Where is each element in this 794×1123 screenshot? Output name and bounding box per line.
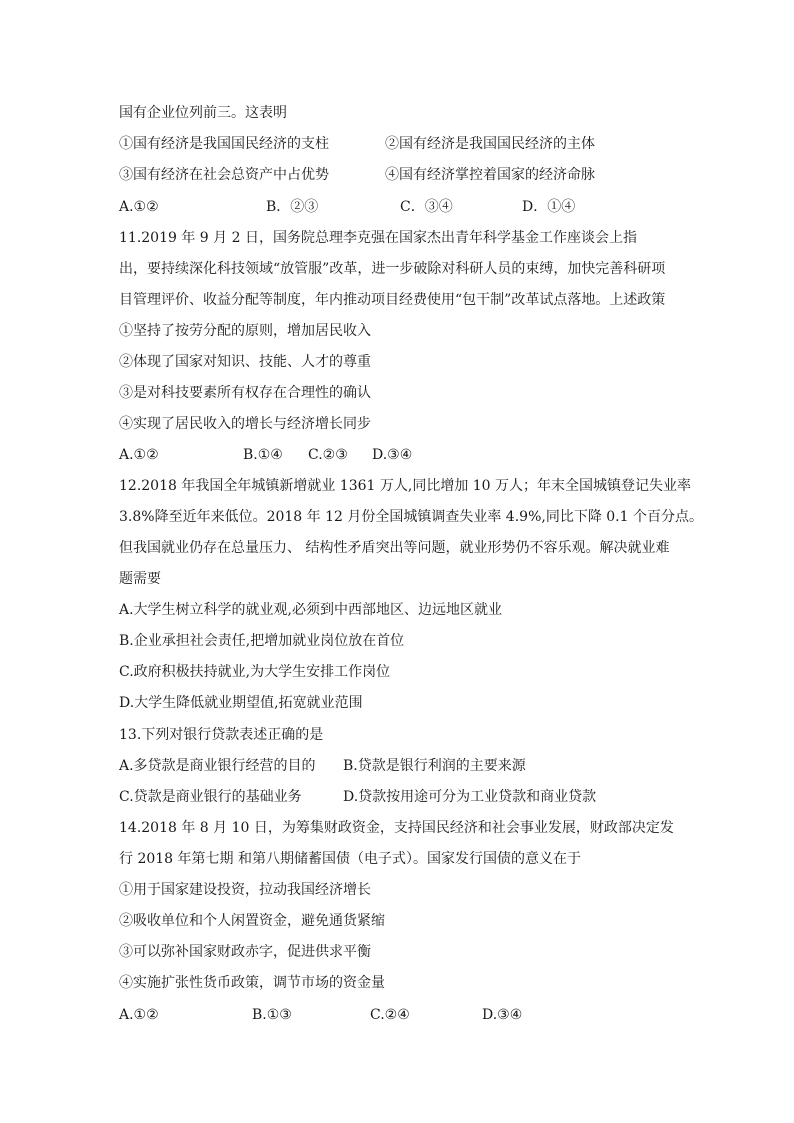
q10-stem-tail: 国有企业位列前三。这表明 <box>119 105 287 121</box>
q12-option-a: A.大学生树立科学的就业观,必须到中西部地区、边远地区就业 <box>119 602 503 618</box>
q11-option-d: D.③④ <box>372 447 413 463</box>
q14-statement-3: ③可以弥补国家财政赤字，促进供求平衡 <box>119 944 371 960</box>
q10-statement-2: ②国有经济是我国国民经济的主体 <box>385 136 595 152</box>
q11-option-a: A.①② <box>119 447 159 463</box>
q14-statement-4: ④实施扩张性货币政策，调节市场的资金量 <box>119 975 385 991</box>
q12-option-c: C.政府积极扶持就业,为大学生安排工作岗位 <box>119 664 391 680</box>
q10-statement-1: ①国有经济是我国国民经济的支柱 <box>119 136 329 152</box>
q12-stem-line-1: 12.2018 年我国全年城镇新增就业 1361 万人,同比增加 10 万人；年末全国城镇登记失业率 <box>119 478 692 494</box>
q12-stem-line-3: 但我国就业仍存在总量压力、 结构性矛盾突出等问题，就业形势仍不容乐观。解决就业难 <box>119 540 670 556</box>
q10-statement-3: ③国有经济在社会总资产中占优势 <box>119 167 329 183</box>
q12-stem-line-4: 题需要 <box>119 571 161 587</box>
q13-option-c: C.贷款是商业银行的基础业务 <box>119 789 302 805</box>
q10-statement-4: ④国有经济掌控着国家的经济命脉 <box>385 167 595 183</box>
q11-stem-line-1: 11.2019 年 9 月 2 日，国务院总理李克强在国家杰出青年科学基金工作座谈会上指 <box>119 230 637 246</box>
q10-option-d: D．①④ <box>522 199 576 215</box>
q11-stem-line-3: 目管理评价、收益分配等制度，年内推动项目经费使用“包干制”改革试点落地。上述政策 <box>119 292 666 308</box>
q14-stem-line-2: 行 2018 年第七期 和第八期储蓄国债（电子式）。国家发行国债的意义在于 <box>119 851 581 867</box>
q12-option-b: B.企业承担社会责任,把增加就业岗位放在首位 <box>119 633 405 649</box>
q14-stem-line-1: 14.2018 年 8 月 10 日，为筹集财政资金，支持国民经济和社会事业发展，财政部决定发 <box>119 820 674 836</box>
q13-option-b: B.贷款是银行利润的主要来源 <box>343 758 526 774</box>
q11-statement-2: ②体现了国家对知识、技能、人才的尊重 <box>119 354 371 370</box>
q11-option-c: C.②③ <box>308 447 348 463</box>
q14-option-a: A.①② <box>119 1007 159 1023</box>
q10-option-b: B．②③ <box>266 199 319 215</box>
q11-stem-line-2: 出，要持续深化科技领域“放管服”改革，进一步破除对科研人员的束缚，加快完善科研项 <box>119 261 666 277</box>
q14-statement-2: ②吸收单位和个人闲置资金，避免通货紧缩 <box>119 913 385 929</box>
q10-option-a: A.①② <box>119 199 159 215</box>
q12-option-d: D.大学生降低就业期望值,拓宽就业范围 <box>119 695 363 711</box>
q14-option-c: C.②④ <box>370 1007 410 1023</box>
q11-statement-4: ④实现了居民收入的增长与经济增长同步 <box>119 416 371 432</box>
q12-stem-line-2: 3.8%降至近年来低位。2018 年 12 月份全国城镇调查失业率 4.9%,同比下降 0.1 个百分点。 <box>119 509 703 525</box>
q13-stem: 13.下列对银行贷款表述正确的是 <box>119 727 324 743</box>
q10-option-c: C．③④ <box>400 199 453 215</box>
q14-option-b: B.①③ <box>252 1007 292 1023</box>
q13-option-d: D.贷款按用途可分为工业贷款和商业贷款 <box>343 789 597 805</box>
q14-statement-1: ①用于国家建设投资，拉动我国经济增长 <box>119 882 371 898</box>
q11-option-b: B.①④ <box>243 447 283 463</box>
q13-option-a: A.多贷款是商业银行经营的目的 <box>119 758 316 774</box>
q11-statement-1: ①坚持了按劳分配的原则，增加居民收入 <box>119 323 371 339</box>
q14-option-d: D.③④ <box>482 1007 523 1023</box>
q11-statement-3: ③是对科技要素所有权存在合理性的确认 <box>119 385 371 401</box>
